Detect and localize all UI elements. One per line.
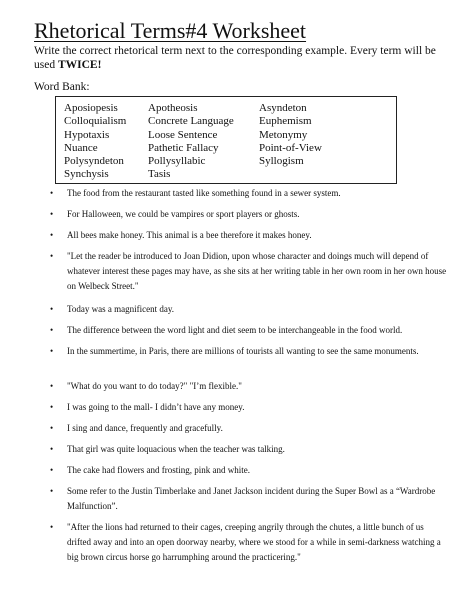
bullet-icon: • bbox=[50, 486, 54, 496]
example-text: That girl was quite loquacious when the teacher was talking. bbox=[67, 444, 285, 454]
example-text: The difference between the word light and diet seem to be interchangeable in the food world. bbox=[67, 325, 403, 335]
list-item bbox=[50, 207, 448, 222]
bullet-icon: • bbox=[50, 325, 54, 335]
word-bank-column-1 bbox=[64, 102, 126, 182]
list-item bbox=[50, 484, 448, 514]
word-bank-term: Hypotaxis bbox=[64, 128, 110, 141]
word-bank-term: Tasis bbox=[148, 168, 171, 181]
word-bank-term: Metonymy bbox=[259, 128, 308, 141]
example-text: I sing and dance, frequently and gracefully. bbox=[67, 423, 223, 433]
example-text: Some refer to the Justin Timberlake and Janet Jackson incident during the Super Bowl as a “Wardrobe Malfunction”. bbox=[67, 486, 436, 512]
example-text: "After the lions had returned to their cages, creeping angrily through the chutes, a little bunch of us drifted away and into an open doorway nearby, where we stood for a while in semi-darkness watching a big brown circus horse go harrumphing around the practicering." bbox=[67, 522, 441, 563]
instructions bbox=[34, 44, 446, 72]
instructions-text: Write the correct rhetorical term next to the corresponding example. Every term will be used bbox=[34, 45, 436, 71]
list-item bbox=[50, 520, 448, 566]
word-bank-term: Polysyndeton bbox=[64, 155, 124, 168]
bullet-icon: • bbox=[50, 230, 54, 240]
word-bank-term: Point-of-View bbox=[259, 141, 322, 154]
list-item bbox=[50, 442, 448, 457]
bullet-icon: • bbox=[50, 402, 54, 412]
word-bank-term: Synchysis bbox=[64, 168, 109, 181]
bullet-icon: • bbox=[50, 381, 54, 391]
list-item bbox=[50, 463, 448, 478]
word-bank-term: Concrete Language bbox=[148, 115, 234, 128]
instructions-emphasis: TWICE! bbox=[57, 59, 102, 71]
word-bank-term: Pollysyllabic bbox=[148, 155, 206, 168]
bullet-icon: • bbox=[50, 304, 54, 314]
word-bank-box bbox=[55, 96, 397, 184]
word-bank-term: Nuance bbox=[64, 141, 98, 154]
list-item bbox=[50, 379, 448, 394]
word-bank-column-3 bbox=[259, 102, 322, 168]
bullet-icon: • bbox=[50, 346, 54, 356]
bullet-icon: • bbox=[50, 465, 54, 475]
word-bank-term: Syllogism bbox=[259, 155, 304, 168]
word-bank-term: Loose Sentence bbox=[148, 128, 218, 141]
word-bank-term: Euphemism bbox=[259, 115, 312, 128]
list-item bbox=[50, 344, 448, 359]
bullet-icon: • bbox=[50, 188, 54, 198]
list-item bbox=[50, 400, 448, 415]
example-text: Today was a magnificent day. bbox=[67, 304, 174, 314]
word-bank-term: Asyndeton bbox=[259, 102, 307, 114]
word-bank-column-2 bbox=[148, 102, 234, 182]
bullet-icon: • bbox=[50, 423, 54, 433]
bullet-icon: • bbox=[50, 209, 54, 219]
example-text: All bees make honey. This animal is a bee therefore it makes honey. bbox=[67, 230, 312, 240]
word-bank-term: Aposiopesis bbox=[64, 102, 118, 114]
example-text: I was going to the mall- I didn’t have any money. bbox=[67, 402, 245, 412]
list-item bbox=[50, 228, 448, 243]
word-bank-term: Colloquialism bbox=[64, 115, 127, 128]
page-title: Rhetorical Terms#4 Worksheet bbox=[34, 18, 307, 43]
example-text: The food from the restaurant tasted like something found in a sewer system. bbox=[67, 188, 341, 198]
list-item bbox=[50, 186, 448, 201]
example-text: For Halloween, we could be vampires or sport players or ghosts. bbox=[67, 209, 300, 219]
list-item bbox=[50, 421, 448, 436]
bullet-icon: • bbox=[50, 522, 54, 532]
example-text: "What do you want to do today?" "I’m flexible." bbox=[67, 381, 242, 391]
word-bank-term: Apotheosis bbox=[148, 102, 198, 114]
example-text: The cake had flowers and frosting, pink and white. bbox=[67, 465, 250, 475]
list-item bbox=[50, 302, 448, 317]
list-item bbox=[50, 249, 448, 295]
word-bank-label: Word Bank: bbox=[34, 81, 90, 93]
example-text: "Let the reader be introduced to Joan Didion, upon whose character and doings much will depend of whatever interest these pages may have, as she sits at her writing table in her own room in her own house on Welbeck Street." bbox=[67, 251, 447, 292]
list-item bbox=[50, 323, 448, 338]
bullet-icon: • bbox=[50, 251, 54, 261]
word-bank-term: Pathetic Fallacy bbox=[148, 141, 219, 154]
bullet-icon: • bbox=[50, 444, 54, 454]
example-text: In the summertime, in Paris, there are millions of tourists all wanting to see the same monuments. bbox=[67, 346, 419, 356]
